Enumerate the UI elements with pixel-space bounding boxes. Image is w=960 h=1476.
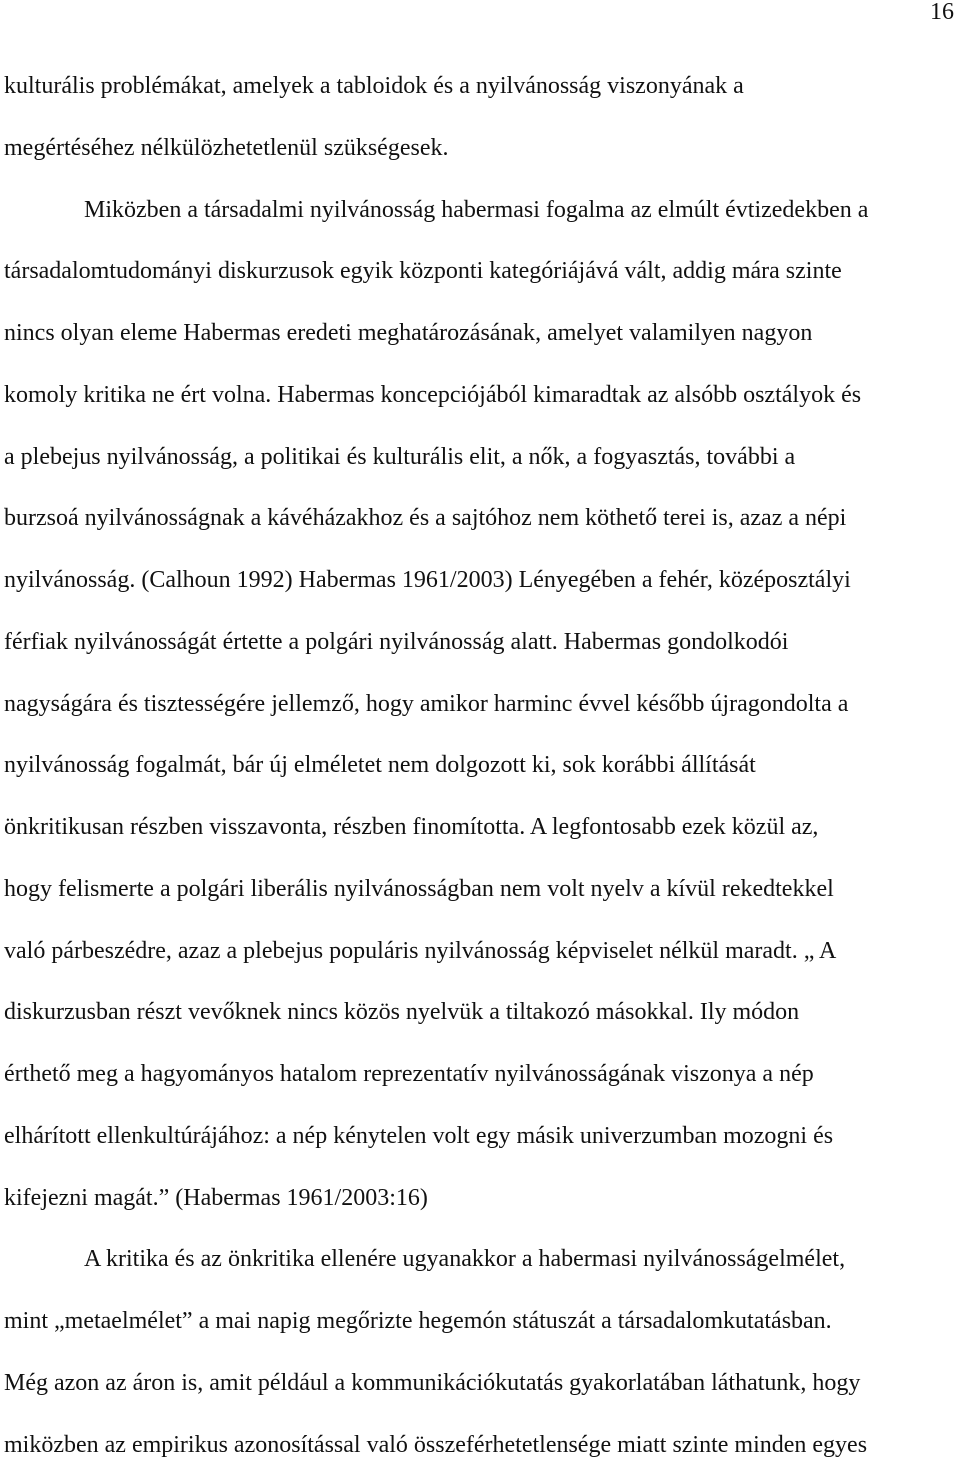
text-line: nyilvánosság. (Calhoun 1992) Habermas 1961/2003) Lényegében a fehér, középosztályi	[4, 550, 954, 612]
body-text	[4, 56, 954, 1476]
page-number: 16	[930, 0, 954, 24]
text-line: önkritikusan részben visszavonta, részben finomította. A legfontosabb ezek közül az,	[4, 797, 954, 859]
text-line: megértéséhez nélkülözhetetlenül szükségesek.	[4, 118, 954, 180]
text-line: A kritika és az önkritika ellenére ugyanakkor a habermasi nyilvánosságelmélet,	[4, 1229, 954, 1291]
text-line: mint „metaelmélet” a mai napig megőrizte hegemón státuszát a társadalomkutatásban.	[4, 1291, 954, 1353]
text-line: diskurzusban részt vevőknek nincs közös nyelvük a tiltakozó másokkal. Ily módon	[4, 982, 954, 1044]
text-line: férfiak nyilvánosságát értette a polgári nyilvánosság alatt. Habermas gondolkodói	[4, 612, 954, 674]
text-line: komoly kritika ne ért volna. Habermas koncepciójából kimaradtak az alsóbb osztályok és	[4, 365, 954, 427]
text-line: miközben az empirikus azonosítással való összeférhetetlensége miatt szinte minden egyes	[4, 1415, 954, 1476]
text-line: burzsoá nyilvánosságnak a kávéházakhoz és a sajtóhoz nem köthető terei is, azaz a népi	[4, 488, 954, 550]
text-line: Még azon az áron is, amit például a kommunikációkutatás gyakorlatában láthatunk, hogy	[4, 1353, 954, 1415]
text-line: nincs olyan eleme Habermas eredeti meghatározásának, amelyet valamilyen nagyon	[4, 303, 954, 365]
text-line: érthető meg a hagyományos hatalom reprezentatív nyilvánosságának viszonya a nép	[4, 1044, 954, 1106]
text-line: társadalomtudományi diskurzusok egyik központi kategóriájává vált, addig mára szinte	[4, 241, 954, 303]
text-line: hogy felismerte a polgári liberális nyilvánosságban nem volt nyelv a kívül rekedtekkel	[4, 859, 954, 921]
text-line: való párbeszédre, azaz a plebejus populáris nyilvánosság képviselet nélkül maradt. „ A	[4, 921, 954, 983]
text-line: elhárított ellenkultúrájához: a nép kénytelen volt egy másik univerzumban mozogni és	[4, 1106, 954, 1168]
text-line: a plebejus nyilvánosság, a politikai és kulturális elit, a nők, a fogyasztás, további a	[4, 427, 954, 489]
text-line: Miközben a társadalmi nyilvánosság habermasi fogalma az elmúlt évtizedekben a	[4, 180, 954, 242]
text-line: nagyságára és tisztességére jellemző, hogy amikor harminc évvel később újragondolta a	[4, 674, 954, 736]
text-line: nyilvánosság fogalmát, bár új elméletet nem dolgozott ki, sok korábbi állítását	[4, 735, 954, 797]
text-line: kifejezni magát.” (Habermas 1961/2003:16)	[4, 1168, 954, 1230]
text-line: kulturális problémákat, amelyek a tabloidok és a nyilvánosság viszonyának a	[4, 56, 954, 118]
